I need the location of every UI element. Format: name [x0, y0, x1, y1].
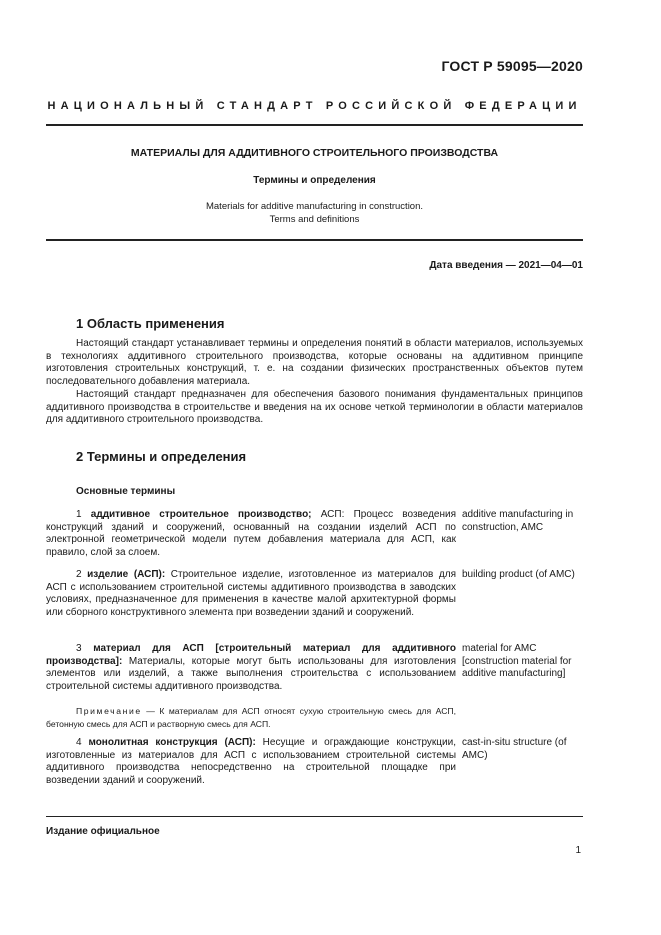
term-number: 4	[76, 737, 82, 748]
term-definition: АСП: Процесс возведения конструкций зданий и сооружений, основанный на создании изделий АСП по электронной геометрической модели путем добавления материала для АСП, как правило, слой за слоем.	[46, 509, 456, 559]
official-edition-label: Издание официальное	[46, 826, 160, 837]
term-english-3: material for AMC [construction material for additive manufacturing]	[462, 643, 572, 680]
term-name: изделие (АСП):	[87, 569, 166, 580]
document-subtitle: Термины и определения	[253, 175, 376, 186]
term-english-4: cast-in-situ structure (of AMC)	[462, 737, 567, 761]
term-name: монолитная конструкция (АСП):	[88, 737, 256, 748]
section-1-paragraph-2: Настоящий стандарт предназначен для обеспечения базового понимания фундаментальных принципов аддитивного производства в строительстве и введения на их основе четкой терминологии в области материалов для аддитивного строительного производства.	[46, 388, 583, 426]
term-definition: Строительное изделие, изготовленное из материалов для АСП с использованием строительной системы аддитивного производства в заводских условиях, предназначенное для применения в качестве малой архитектурной формы или сборного конструктивного элемента при возведении зданий и сооружений.	[46, 569, 457, 619]
note-label: Примечание	[76, 706, 142, 716]
english-title-line-2: Terms and definitions	[269, 213, 360, 225]
section-2-heading: 2 Термины и определения	[76, 449, 247, 464]
term-note	[46, 705, 456, 730]
header-divider	[46, 124, 583, 126]
term-entry-4	[46, 737, 456, 788]
term-entry-3	[46, 643, 456, 694]
title-divider	[46, 239, 583, 241]
term-entry-2	[46, 569, 456, 620]
term-name: аддитивное строительное производство;	[90, 509, 312, 520]
term-number: 2	[76, 569, 82, 580]
term-number: 1	[76, 509, 82, 520]
national-standard-heading: НАЦИОНАЛЬНЫЙ СТАНДАРТ РОССИЙСКОЙ ФЕДЕРАЦИИ	[47, 100, 582, 112]
term-definition: Материалы, которые могут быть использованы для изготовления элементов или изделий, а также выполнения строительства с использованием строительной системы аддитивного производства.	[46, 655, 456, 693]
term-english-2: building product (of AMC)	[462, 569, 575, 580]
footer-divider	[46, 816, 583, 817]
document-title: МАТЕРИАЛЫ ДЛЯ АДДИТИВНОГО СТРОИТЕЛЬНОГО ПРОИЗВОДСТВА	[130, 147, 499, 159]
introduction-date: Дата введения — 2021—04—01	[429, 260, 583, 271]
english-title	[46, 201, 583, 226]
term-entry-1	[46, 509, 456, 560]
standard-designation: ГОСТ Р 59095—2020	[441, 58, 583, 74]
section-1-body	[46, 338, 583, 427]
page-number: 1	[575, 845, 581, 856]
section-1-paragraph-1: Настоящий стандарт устанавливает термины и определения понятий в области материалов, используемых в технологиях аддитивного строительного производства, которые основаны на аддитивном принципе изготовления строительных конструкций, т. е. на создании физических пространственных объектов путем последовательного добавления материала.	[46, 338, 583, 388]
term-name: материал для АСП [строительный материал для аддитивного производства]:	[46, 643, 456, 667]
term-definition: Несущие и ограждающие конструкции, изготовленные из материалов для АСП с использованием строительной системы аддитивного производства непосредственно на строительной площадке при возведении зданий и сооружений.	[46, 737, 456, 787]
term-number: 3	[76, 643, 82, 654]
english-title-line-1: Materials for additive manufacturing in construction.	[205, 201, 424, 212]
term-english-1: additive manufacturing in construction, AMC	[462, 509, 574, 533]
basic-terms-subheading: Основные термины	[76, 486, 176, 497]
section-1-heading: 1 Область применения	[76, 316, 225, 331]
note-text: — К материалам для АСП относят сухую строительную смесь для АСП, бетонную смесь для АСП и растворную смесь для АСП.	[46, 706, 456, 729]
